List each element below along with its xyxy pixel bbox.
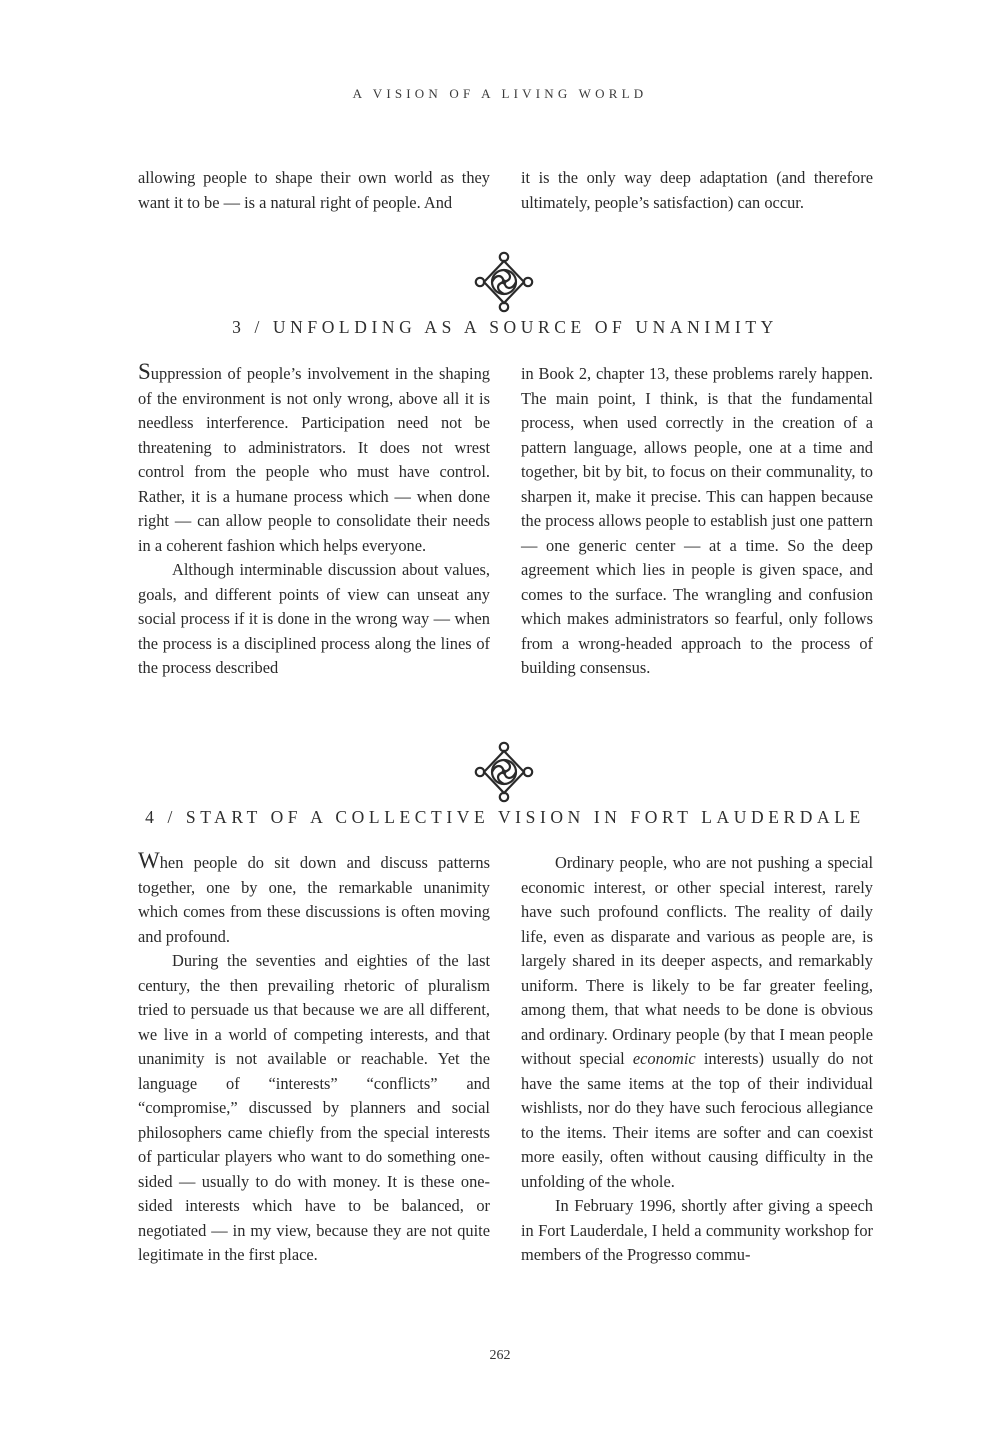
intro-left-column — [138, 166, 490, 215]
section-3-paragraph-2: Although interminable discussion about values, goals, and different points of view can unseat any social process if it is done in the wrong way — when the process is a disciplined process along the lines of the process described — [138, 560, 490, 677]
section-3-title: 3 / UNFOLDING AS A SOURCE OF UNANIMITY — [232, 317, 778, 337]
section-4-paragraph-2: During the seventies and eighties of the last century, the then prevailing rhetoric of pluralism tried to persuade us that because we are all different, we live in a world of competing interests, and that unanimity is not available or reachable. Yet the language of “interests” “conflicts” and “compromise,” discussed by planners and social philosophers came chiefly from the special interests of particular players who want to do something one-sided — usually to do with money. It is these one-sided interests which have to be balanced, or negotiated — in my view, because they are not quite legitimate in the first place. — [138, 951, 490, 1264]
paragraph-text: uppression of people’s involvement in the shaping of the environment is not only wrong, above all it is needless interference. Participation need not be threatening to administrators. It does not wrest control from the people who must have control. Rather, it is a humane process which — when done right — can allow people to consolidate their needs in a coherent fashion which helps everyone. — [138, 364, 490, 555]
paragraph-text: hen people do sit down and discuss patterns together, one by one, the remarkable unanimity which comes from these discussions is often moving and profound. — [138, 853, 490, 946]
intro-left-text: allowing people to shape their own world as they want it to be — is a natural right of people. And — [138, 168, 490, 212]
section-3-right-column — [521, 362, 873, 681]
section-4-paragraph-4: In February 1996, shortly after giving a speech in Fort Lauderdale, I held a community workshop for members of the Progresso commu- — [521, 1196, 873, 1264]
paragraph-text: interests) usually do not have the same items at the top of their individual wishlists, nor do they have such ferocious allegiance to the items. Their items are softer and can coexist more easily, often without causing difficulty in the unfolding of the whole. — [521, 1049, 873, 1191]
paragraph-text: Ordinary people, who are not pushing a special economic interest, or other special interest, rarely have such profound conflicts. The reality of daily life, even as disparate and various as people are, is largely shared in its deeper aspects, and remarkably uniform. There is likely to be far greater feeling, among them, that what needs to be done is obvious and ordinary. Ordinary people (by that I mean people without special — [521, 853, 873, 1068]
section-4-left-column — [138, 848, 490, 1268]
section-3-paragraph-3: in Book 2, chapter 13, these problems rarely happen. The main point, I think, is that the fundamental process, when used correctly in the creation of a pattern language, allows people, one at a time and together, bit by bit, to focus on their communality, to sharpen it, make it precise. This can happen because the process allows people to establish just one pattern — one generic center — at a time. So the deep agreement which lies in people is given space, and comes to the surface. The wrangling and confusion which makes administrators so fearful, only follows from a wrong-headed approach to the process of building consensus. — [521, 364, 873, 677]
section-3-paragraph-1 — [138, 359, 490, 558]
page-number: 262 — [489, 1348, 511, 1363]
section-4-paragraph-3 — [521, 851, 873, 1194]
knot-ornament-icon — [474, 250, 534, 314]
section-4-right-column — [521, 851, 873, 1268]
section-3-left-column — [138, 359, 490, 681]
intro-right-column — [521, 166, 873, 215]
drop-cap: S — [138, 359, 151, 384]
section-4-title: 4 / START OF A COLLECTIVE VISION IN FORT LAUDERDALE — [145, 807, 865, 827]
running-head: A VISION OF A LIVING WORLD — [352, 86, 648, 101]
intro-right-text: it is the only way deep adaptation (and therefore ultimately, people’s satisfaction) can occur. — [521, 168, 873, 212]
knot-ornament-icon — [474, 740, 534, 804]
drop-cap: W — [138, 848, 160, 873]
emphasis-text: economic — [632, 1049, 696, 1068]
section-4-paragraph-1 — [138, 848, 490, 949]
